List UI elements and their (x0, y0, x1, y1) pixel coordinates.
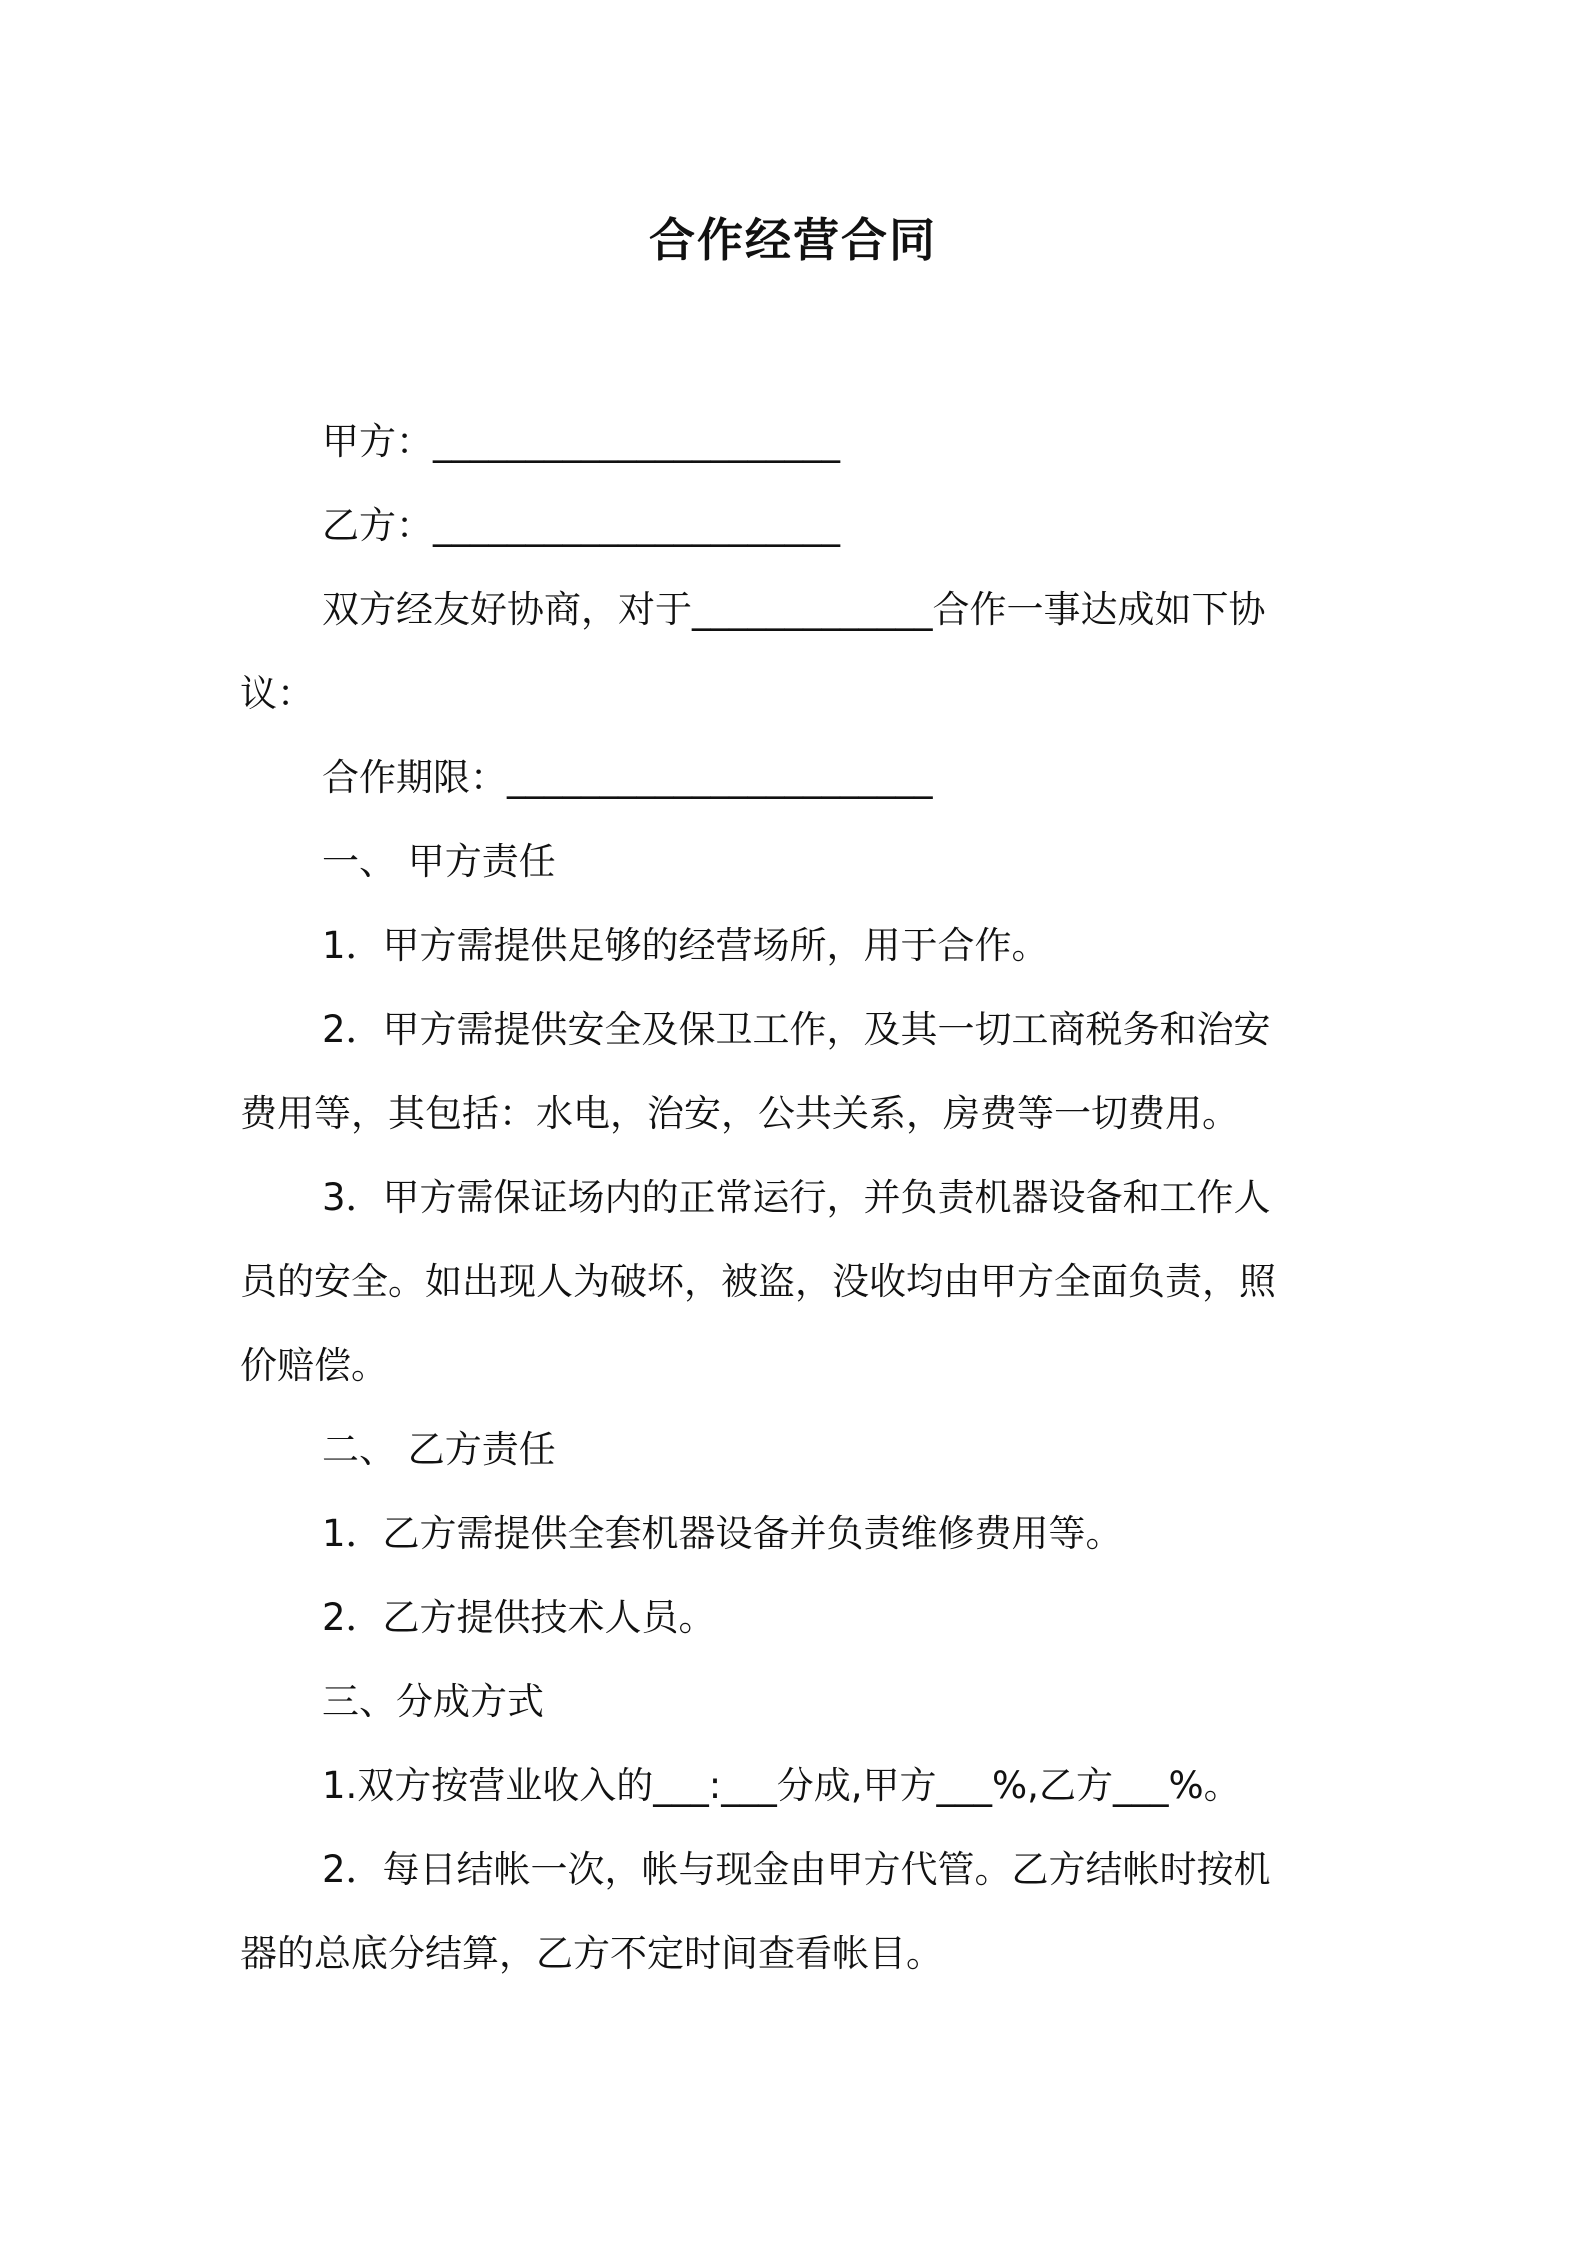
party-a-line: 甲方：______________________ (322, 420, 840, 463)
section-1-item-2-line-1: 2．甲方需提供安全及保卫工作，及其一切工商税务和治安 (322, 1008, 1271, 1051)
document-body (240, 400, 1350, 1996)
section-1-item-2-line-2: 费用等，其包括：水电，治安，公共关系，房费等一切费用。 (240, 1092, 1239, 1135)
section-2-item-1: 1．乙方需提供全套机器设备并负责维修费用等。 (322, 1512, 1123, 1555)
section-1-heading: 一、 甲方责任 (322, 840, 556, 883)
section-3-item-2-line-1: 2．每日结帐一次，帐与现金由甲方代管。乙方结帐时按机 (322, 1848, 1271, 1891)
section-1-item-3-line-1: 3．甲方需保证场内的正常运行，并负责机器设备和工作人 (322, 1176, 1271, 1219)
document-title: 合作经营合同 (649, 213, 937, 267)
section-3-item-2-line-2: 器的总底分结算，乙方不定时间查看帐目。 (240, 1932, 943, 1975)
section-2-item-2: 2．乙方提供技术人员。 (322, 1596, 716, 1639)
section-2-heading: 二、 乙方责任 (322, 1428, 556, 1471)
term-line: 合作期限：_______________________ (322, 756, 933, 799)
section-3-heading: 三、分成方式 (322, 1680, 544, 1723)
intro-line-1: 双方经友好协商，对于_____________合作一事达成如下协 (322, 588, 1266, 631)
section-1-item-3-line-2: 员的安全。如出现人为破坏，被盗，没收均由甲方全面负责，照 (240, 1260, 1276, 1303)
section-1-item-3-line-3: 价赔偿。 (240, 1344, 388, 1387)
party-b-line: 乙方：______________________ (322, 504, 840, 547)
section-1-item-1: 1．甲方需提供足够的经营场所，用于合作。 (322, 924, 1049, 967)
intro-line-2: 议： (240, 672, 314, 715)
section-3-item-1: 1.双方按营业收入的___:___分成,甲方___%,乙方___%。 (322, 1764, 1241, 1807)
